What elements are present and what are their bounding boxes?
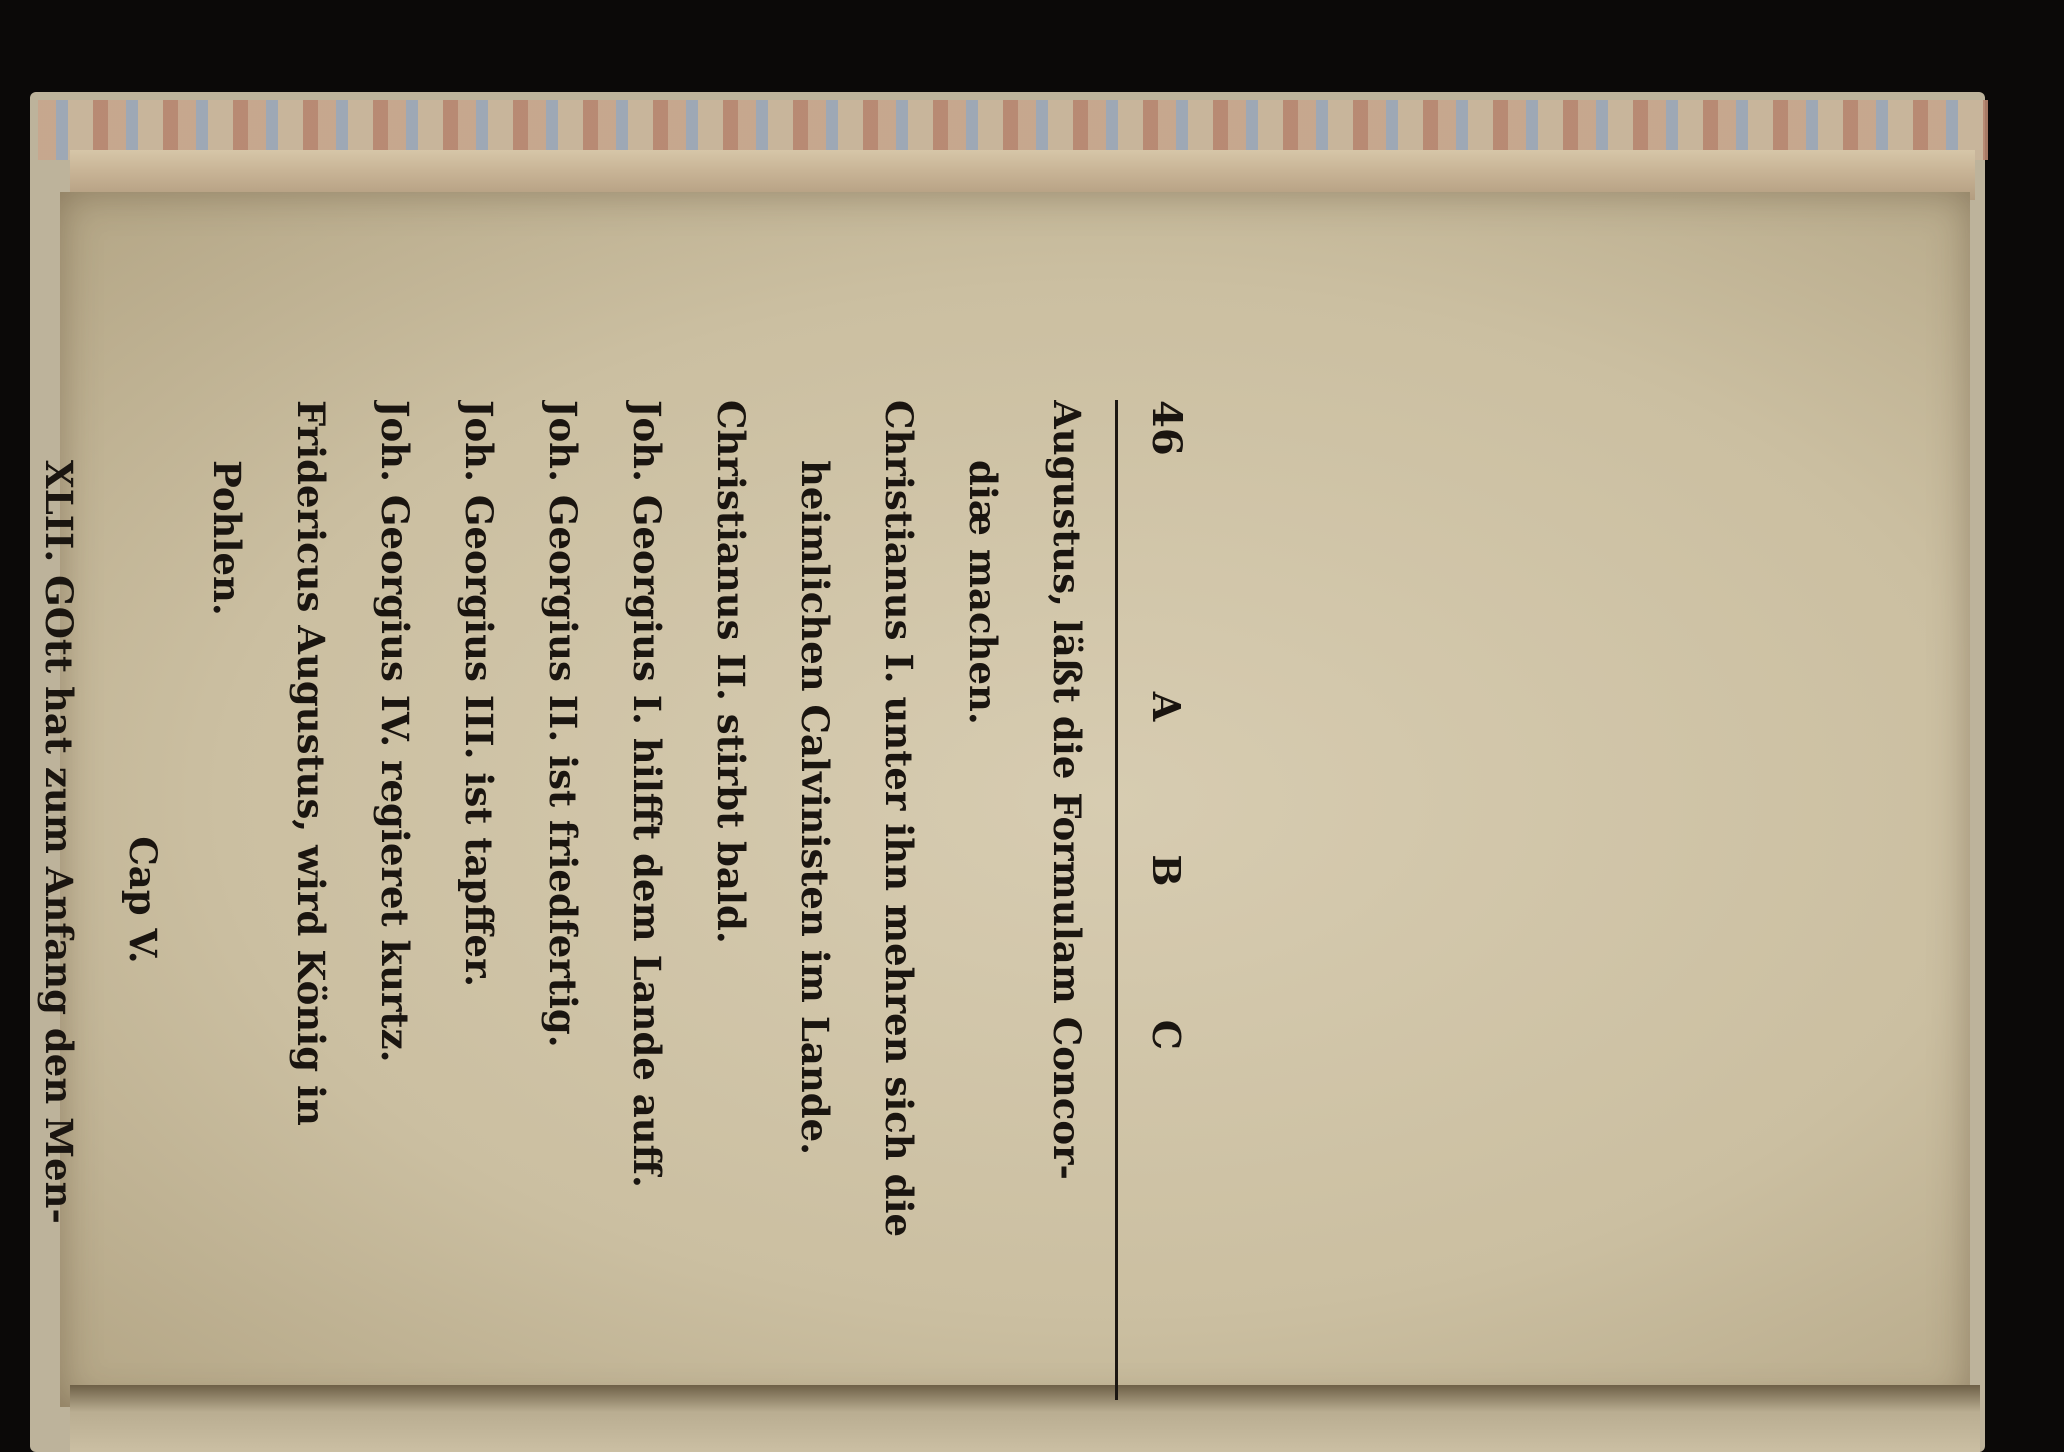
text-line <box>0 400 17 1400</box>
text-line: diæ machen. <box>961 460 1005 725</box>
text-line: Augustus, läßt die Formulam Concor- <box>1045 400 1089 1180</box>
text-line: Pohlen. <box>205 460 249 616</box>
text-line: Joh. Georgius II. ist friedfertig. <box>541 400 585 1048</box>
text-line: heimlichen Calvinisten im Lande. <box>793 460 837 1156</box>
text-line: Joh. Georgius IV. regieret kurtz. <box>373 400 417 1063</box>
text-line: Fridericus Augustus, wird König in <box>289 400 333 1126</box>
page-header <box>1115 400 1190 1400</box>
text-line: Joh. Georgius I. hilfft dem Lande auff. <box>625 400 669 1188</box>
page-text-block <box>0 400 1190 1400</box>
text-line: Christianus I. unter ihn mehren sich die <box>877 400 921 1238</box>
running-head: A B C <box>1144 691 1189 1110</box>
text-line: XLII. GOtt hat zum Anfang den Men- <box>37 460 81 1224</box>
text-line: Christianus II. stirbt bald. <box>709 400 753 944</box>
page-body <box>0 400 1109 1400</box>
text-line: Joh. Georgius III. ist tapffer. <box>457 400 501 988</box>
chapter-heading: Cap V. <box>121 836 165 964</box>
page-number: 46 <box>1143 400 1190 456</box>
